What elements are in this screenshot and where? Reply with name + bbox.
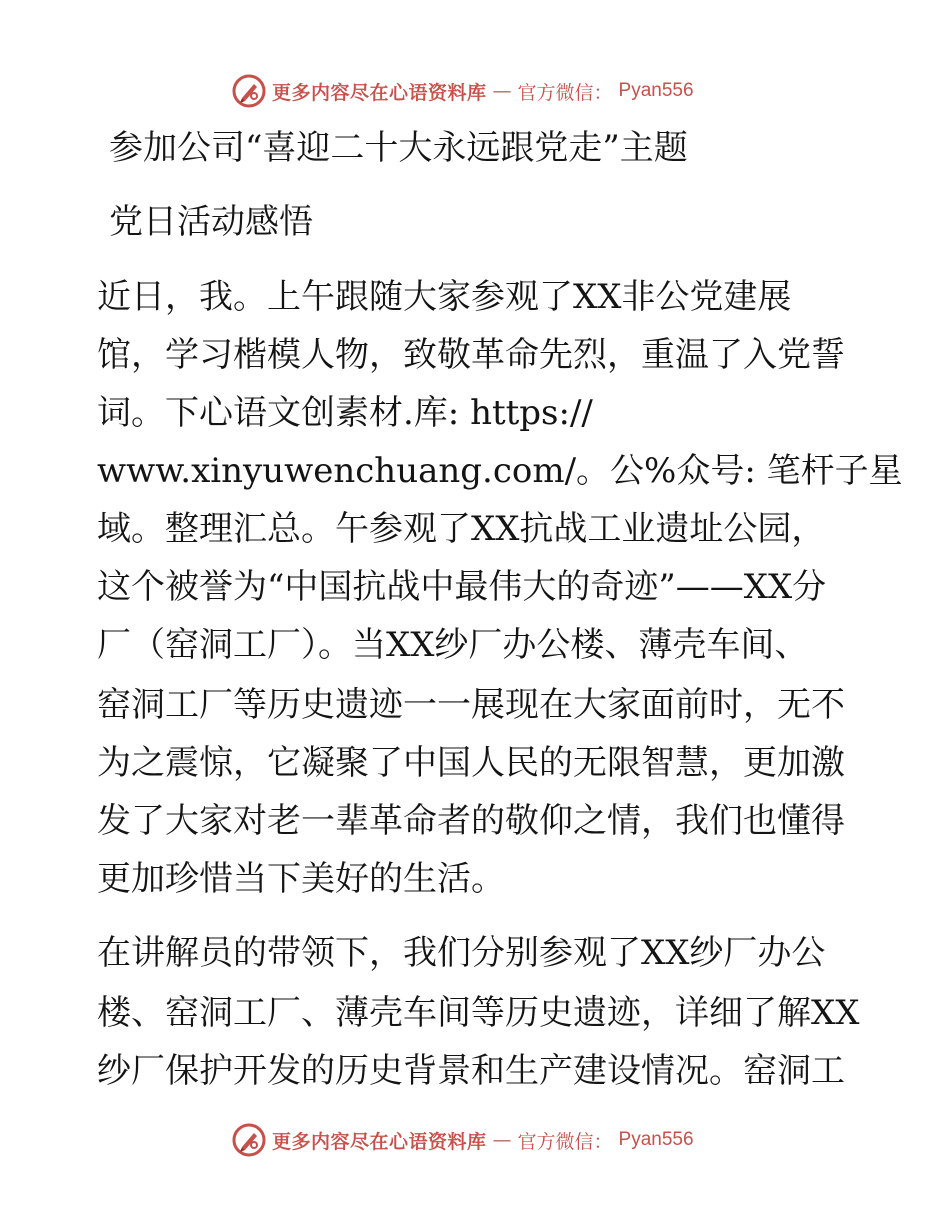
watermark-header	[232, 74, 694, 108]
paragraph-1-line-11: 更加珍惜当下美好的生活。	[97, 859, 505, 899]
paragraph-1-line-9: 为之震惊，它凝聚了中国人民的无限智慧，更加激	[97, 743, 845, 783]
watermark-main-text: 更多内容尽在心语资料库	[272, 1130, 487, 1153]
paragraph-2-line-2: 楼、窑洞工厂、薄壳车间等历史遗迹，详细了解XX	[97, 993, 860, 1033]
pen-nib-logo-icon	[232, 74, 266, 108]
watermark-separator: —	[492, 1129, 512, 1151]
watermark-main-text: 更多内容尽在心语资料库	[272, 81, 487, 104]
paragraph-1-line-3: 词。下心语文创素材.库: https://	[97, 393, 593, 433]
watermark-footer	[232, 1123, 694, 1157]
paragraph-1-line-8: 窑洞工厂等历史遗迹一一展现在大家面前时，无不	[97, 685, 845, 725]
paragraph-1-line-5: 域。整理汇总。午参观了XX抗战工业遗址公园，	[97, 509, 826, 549]
watermark-wechat-id: Pyan556	[618, 1129, 694, 1150]
paragraph-1-line-10: 发了大家对老一辈革命者的敬仰之情，我们也懂得	[97, 801, 845, 841]
watermark-wechat-id: Pyan556	[618, 80, 694, 101]
pen-nib-logo-icon	[232, 1123, 266, 1157]
paragraph-1-line-1: 近日，我。上午跟随大家参观了XX非公党建展	[97, 277, 792, 317]
title-line-1: 参加公司“喜迎二十大永远跟党走”主题	[109, 128, 688, 168]
paragraph-2-line-1: 在讲解员的带领下，我们分别参观了XX纱厂办公	[97, 933, 826, 973]
title-line-2: 党日活动感悟	[109, 202, 313, 242]
paragraph-1-line-4: www.xinyuwenchuang.com/。公%众号: 笔杆子星	[97, 451, 903, 491]
paragraph-1-line-6: 这个被誉为“中国抗战中最伟大的奇迹”——XX分	[97, 567, 827, 607]
paragraph-2-line-3: 纱厂保护开发的历史背景和生产建设情况。窑洞工	[97, 1051, 845, 1091]
watermark-official-label: 官方微信：	[517, 1130, 613, 1153]
paragraph-1-line-7: 厂（窑洞工厂）。当XX纱厂办公楼、薄壳车间、	[97, 625, 809, 665]
paragraph-1-line-2: 馆，学习楷模人物，致敬革命先烈，重温了入党誓	[97, 335, 845, 375]
watermark-separator: —	[492, 80, 512, 102]
watermark-official-label: 官方微信：	[517, 81, 613, 104]
